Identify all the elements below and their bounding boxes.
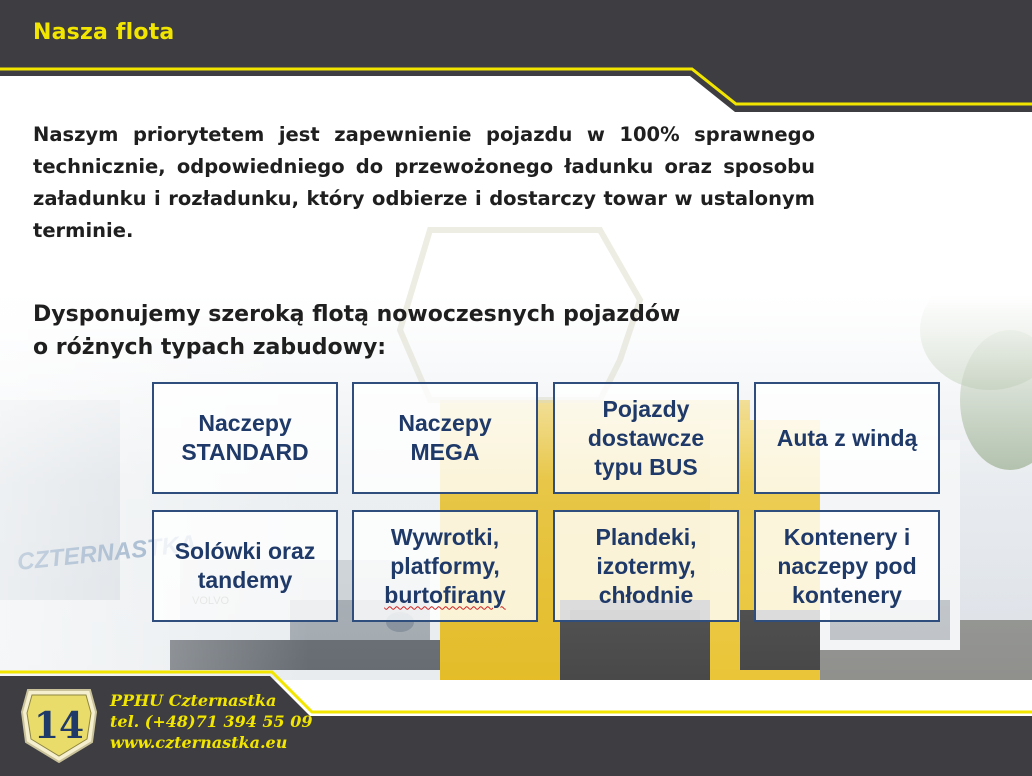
fleet-heading-line2: o różnych typach zabudowy: [33,335,387,360]
category-wywrotki-platformy[interactable] [352,510,538,622]
category-solowki-tandemy[interactable] [152,510,338,622]
category-label: Pojazdy dostawcze typu BUS [587,395,705,480]
category-label: Plandeki, izotermy, chłodnie [595,523,697,608]
fleet-heading-line1: Dysponujemy szeroką flotą nowoczesnych pojazdów [33,302,681,327]
category-label: Solówki oraz tandemy [174,538,316,593]
company-shield-logo [20,684,98,764]
category-label: Auta z windą [776,424,918,451]
company-name: PPHU Czternastka [110,691,277,710]
category-kontenery[interactable] [754,510,940,622]
category-label: Wywrotki, platformy, burtofirany [384,523,506,608]
category-label: Naczepy STANDARD [181,410,309,465]
company-website-link[interactable]: www.czternastka.eu [110,733,288,752]
footer-contact [110,690,313,753]
category-label: Kontenery i naczepy pod kontenery [777,523,917,608]
category-pojazdy-dostawcze-bus[interactable] [553,382,739,494]
page-title: Nasza flota [33,20,175,45]
fleet-heading [33,298,793,364]
intro-paragraph: Naszym priorytetem jest zapewnienie pojazdu w 100% sprawnego technicznie, odpowiedniego do przewożonego ładunku oraz sposobu załadunku i rozładunku, który odbierze i dostarczy towar w ustalonym terminie. [33,123,815,242]
category-plandeki-izotermy[interactable] [553,510,739,622]
header-band [0,0,1032,112]
category-label: Naczepy MEGA [398,410,492,465]
company-phone[interactable]: tel. (+48)71 394 55 09 [110,712,313,731]
category-naczepy-mega[interactable] [352,382,538,494]
logo-number: 14 [33,705,85,747]
category-naczepy-standard[interactable] [152,382,338,494]
category-auta-z-winda[interactable] [754,382,940,494]
